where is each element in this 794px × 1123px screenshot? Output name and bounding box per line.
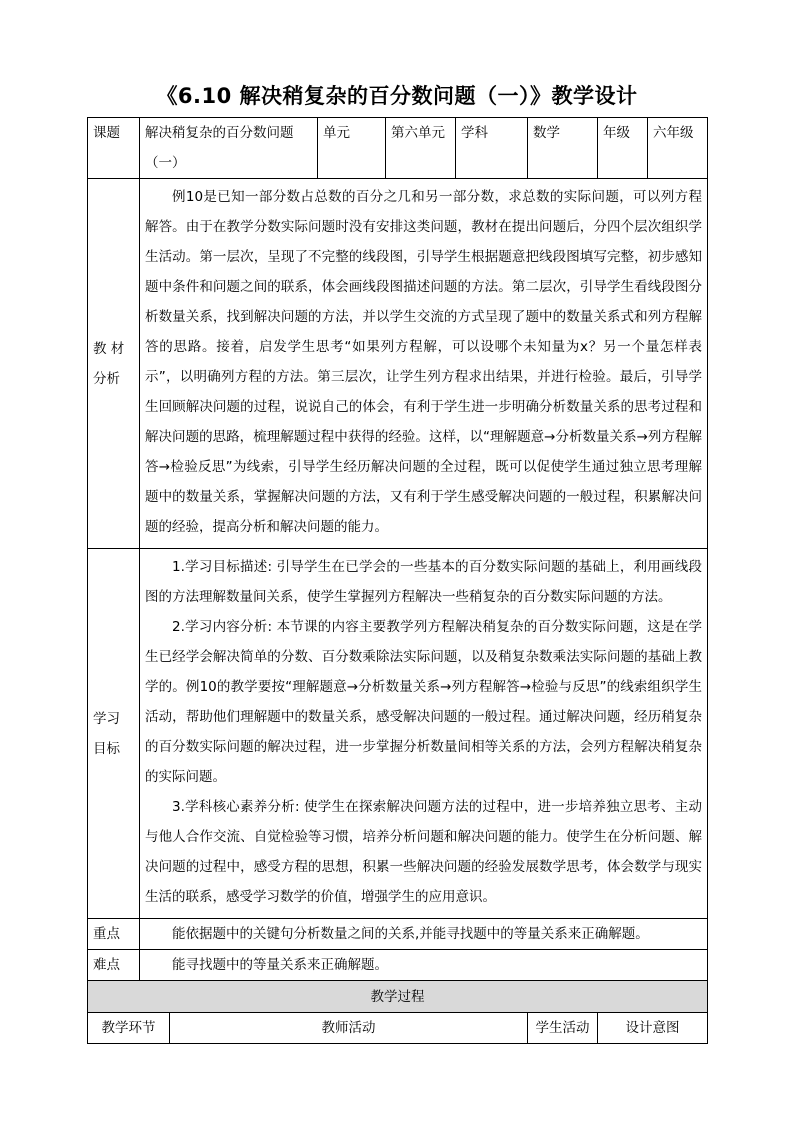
lesson-label: 课题 <box>88 118 140 179</box>
difficulty-label: 难点 <box>88 950 140 981</box>
objective-paragraph-3: 3.学科核心素养分析: 使学生在探索解决问题方法的过程中，进一步培养独立思考、主动与他人合作交流、自觉检验等习惯，培养分析问题和解决问题的能力。使学生在分析问题、解决问题的过程中，感受方程的思想，积累一些解决问题的经验发展数学思考，体会数学与现实生活的联系，感受学习数学的价值，增强学生的应用意识。 <box>145 799 702 905</box>
lesson-plan-table <box>87 117 708 1044</box>
objectives-label-line2: 目标 <box>93 740 120 757</box>
process-col-teacher: 教师活动 <box>170 1013 528 1044</box>
objectives-content <box>140 549 708 919</box>
process-header: 教学过程 <box>88 981 708 1013</box>
objectives-label-line1: 学习 <box>93 710 120 727</box>
process-header-row <box>88 981 708 1013</box>
process-col-stage: 教学环节 <box>88 1013 170 1044</box>
difficulty-row <box>88 950 708 981</box>
difficulty-text: 能寻找题中的等量关系来正确解题。 <box>172 957 388 973</box>
lesson-value: 解决稍复杂的百分数问题（一） <box>140 118 318 179</box>
objective-paragraph-2: 2.学习内容分析: 本节课的内容主要教学列方程解决稍复杂的百分数实际问题，这是在学生已经学会解决简单的分数、百分数乘除法实际问题，以及稍复杂数乘法实际问题的基础上教学的。例10的教学要按“理解题意→分析数量关系→列方程解答→检验与反思”的线索组织学生活动，帮助他们理解题中的数量关系，感受解决问题的一般过程。通过解决问题，经历稍复杂的百分数实际问题的解决过程，进一步掌握分析数量间相等关系的方法，会列方程解决稍复杂的实际问题。 <box>145 619 702 785</box>
analysis-text: 例10是已知一部分数占总数的百分之几和另一部分数，求总数的实际问题，可以列方程解答。由于在教学分数实际问题时没有安排这类问题，教材在提出问题后，分四个层次组织学生活动。第一层次，呈现了不完整的线段图，引导学生根据题意把线段图填写完整，初步感知题中条件和问题之间的联系，体会画线段图描述问题的方法。第二层次，引导学生看线段图分析数量关系，找到解决问题的方法，并以学生交流的方式呈现了题中的数量关系式和列方程解答的思路。接着，启发学生思考“如果列方程解，可以设哪个未知量为x？另一个量怎样表示”，以明确列方程的方法。第三层次，让学生列方程求出结果，并进行检验。最后，引导学生回顾解决问题的过程，说说自己的体会，有利于学生进一步明确分析数量关系的思考过程和解决问题的思路，梳理解题过程中获得的经验。这样，以“理解题意→分析数量关系→列方程解答→检验反思”为线索，引导学生经历解决问题的全过程，既可以促使学生通过独立思考理解题中的数量关系，掌握解决问题的方法，又有利于学生感受解决问题的一般过程，积累解决问题的经验，提高分析和解决问题的能力。 <box>145 189 702 535</box>
key-point-content <box>140 919 708 950</box>
grade-value: 六年级 <box>648 118 708 179</box>
analysis-label-line1: 教 材 <box>93 340 125 357</box>
process-col-intent: 设计意图 <box>598 1013 708 1044</box>
objectives-label <box>88 549 140 919</box>
info-row <box>88 118 708 179</box>
grade-label: 年级 <box>598 118 648 179</box>
analysis-content <box>140 179 708 549</box>
key-point-row <box>88 919 708 950</box>
analysis-label-line2: 分析 <box>93 370 120 387</box>
key-point-label: 重点 <box>88 919 140 950</box>
document-title: 《6.10 解决稍复杂的百分数问题（一）》教学设计 <box>156 84 638 108</box>
subject-value: 数学 <box>528 118 598 179</box>
process-col-student: 学生活动 <box>528 1013 598 1044</box>
objectives-row <box>88 549 708 919</box>
process-columns-row <box>88 1013 708 1044</box>
key-point-text: 能依据题中的关键句分析数量之间的关系,并能寻找题中的等量关系来正确解题。 <box>172 926 649 942</box>
objective-paragraph-1: 1.学习目标描述: 引导学生在已学会的一些基本的百分数实际问题的基础上，利用画线段图的方法理解数量间关系，使学生掌握列方程解决一些稍复杂的百分数实际问题的方法。 <box>145 559 702 605</box>
difficulty-content <box>140 950 708 981</box>
unit-label: 单元 <box>318 118 386 179</box>
analysis-row <box>88 179 708 549</box>
subject-label: 学科 <box>456 118 528 179</box>
analysis-label <box>88 179 140 549</box>
unit-value: 第六单元 <box>386 118 456 179</box>
